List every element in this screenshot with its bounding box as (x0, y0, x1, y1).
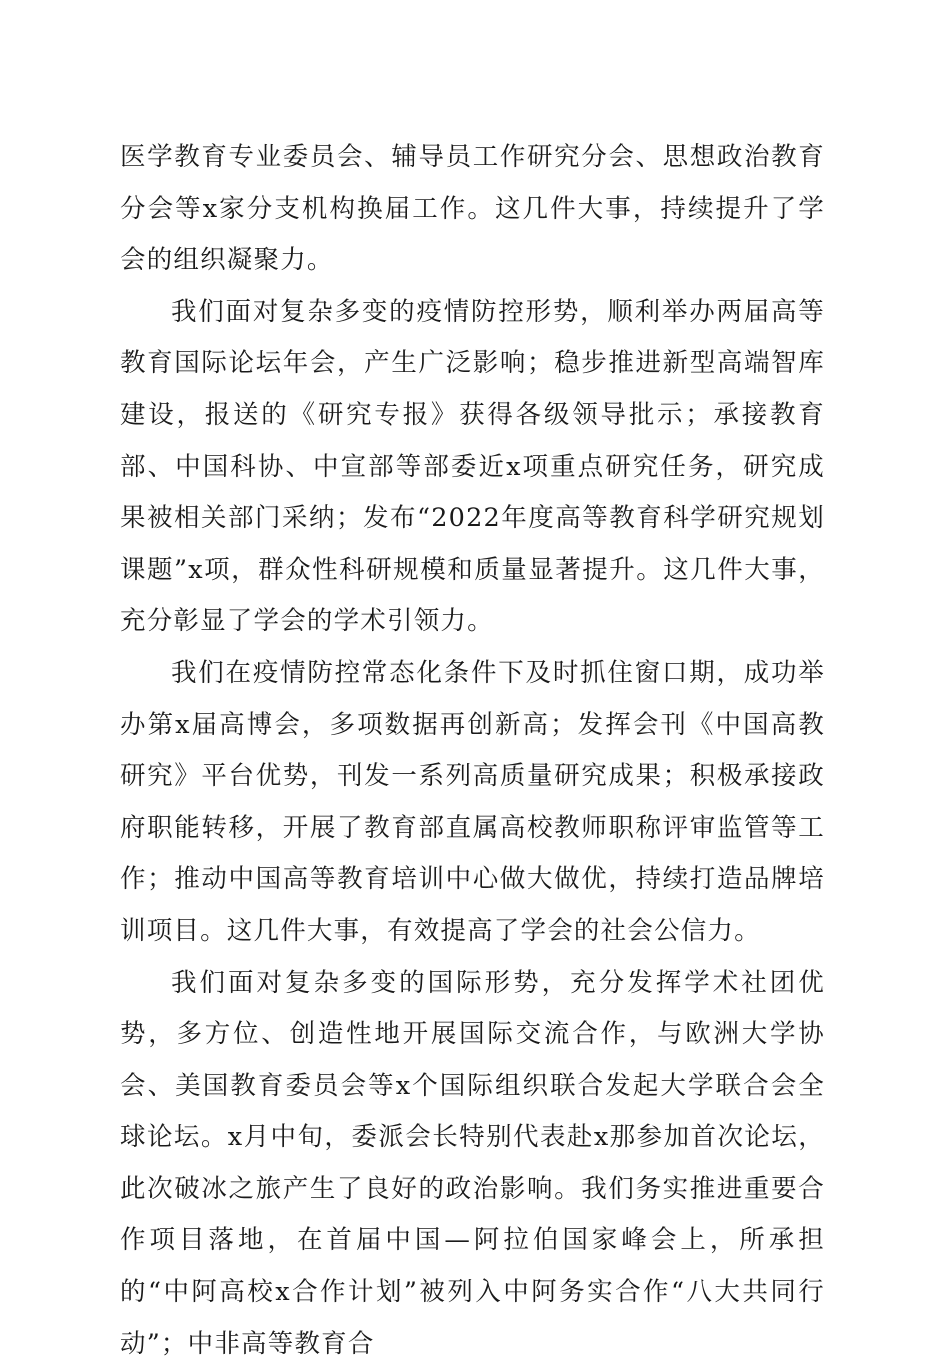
paragraph-3: 我们在疫情防控常态化条件下及时抓住窗口期，成功举办第x届高博会，多项数据再创新高；发挥会刊《中国高教研究》平台优势，刊发一系列高质量研究成果；积极承接政府职能转移，开展了教育部直属高校教师职称评审监管等工作；推动中国高等教育培训中心做大做优，持续打造品牌培训项目。这几件大事，有效提高了学会的社会公信力。 (120, 648, 825, 958)
document-body (120, 132, 825, 1370)
paragraph-4: 我们面对复杂多变的国际形势，充分发挥学术社团优势，多方位、创造性地开展国际交流合作，与欧洲大学协会、美国教育委员会等x个国际组织联合发起大学联合会全球论坛。x月中旬，委派会长特别代表赴x那参加首次论坛，此次破冰之旅产生了良好的政治影响。我们务实推进重要合作项目落地，在首届中国—阿拉伯国家峰会上，所承担的“中阿高校x合作计划”被列入中阿务实合作“八大共同行动”；中非高等教育合 (120, 958, 825, 1370)
paragraph-2: 我们面对复杂多变的疫情防控形势，顺利举办两届高等教育国际论坛年会，产生广泛影响；稳步推进新型高端智库建设，报送的《研究专报》获得各级领导批示；承接教育部、中国科协、中宣部等部委近x项重点研究任务，研究成果被相关部门采纳；发布“2022年度高等教育科学研究规划课题”x项，群众性科研规模和质量显著提升。这几件大事，充分彰显了学会的学术引领力。 (120, 287, 825, 648)
paragraph-1: 医学教育专业委员会、辅导员工作研究分会、思想政治教育分会等x家分支机构换届工作。这几件大事，持续提升了学会的组织凝聚力。 (120, 132, 825, 287)
